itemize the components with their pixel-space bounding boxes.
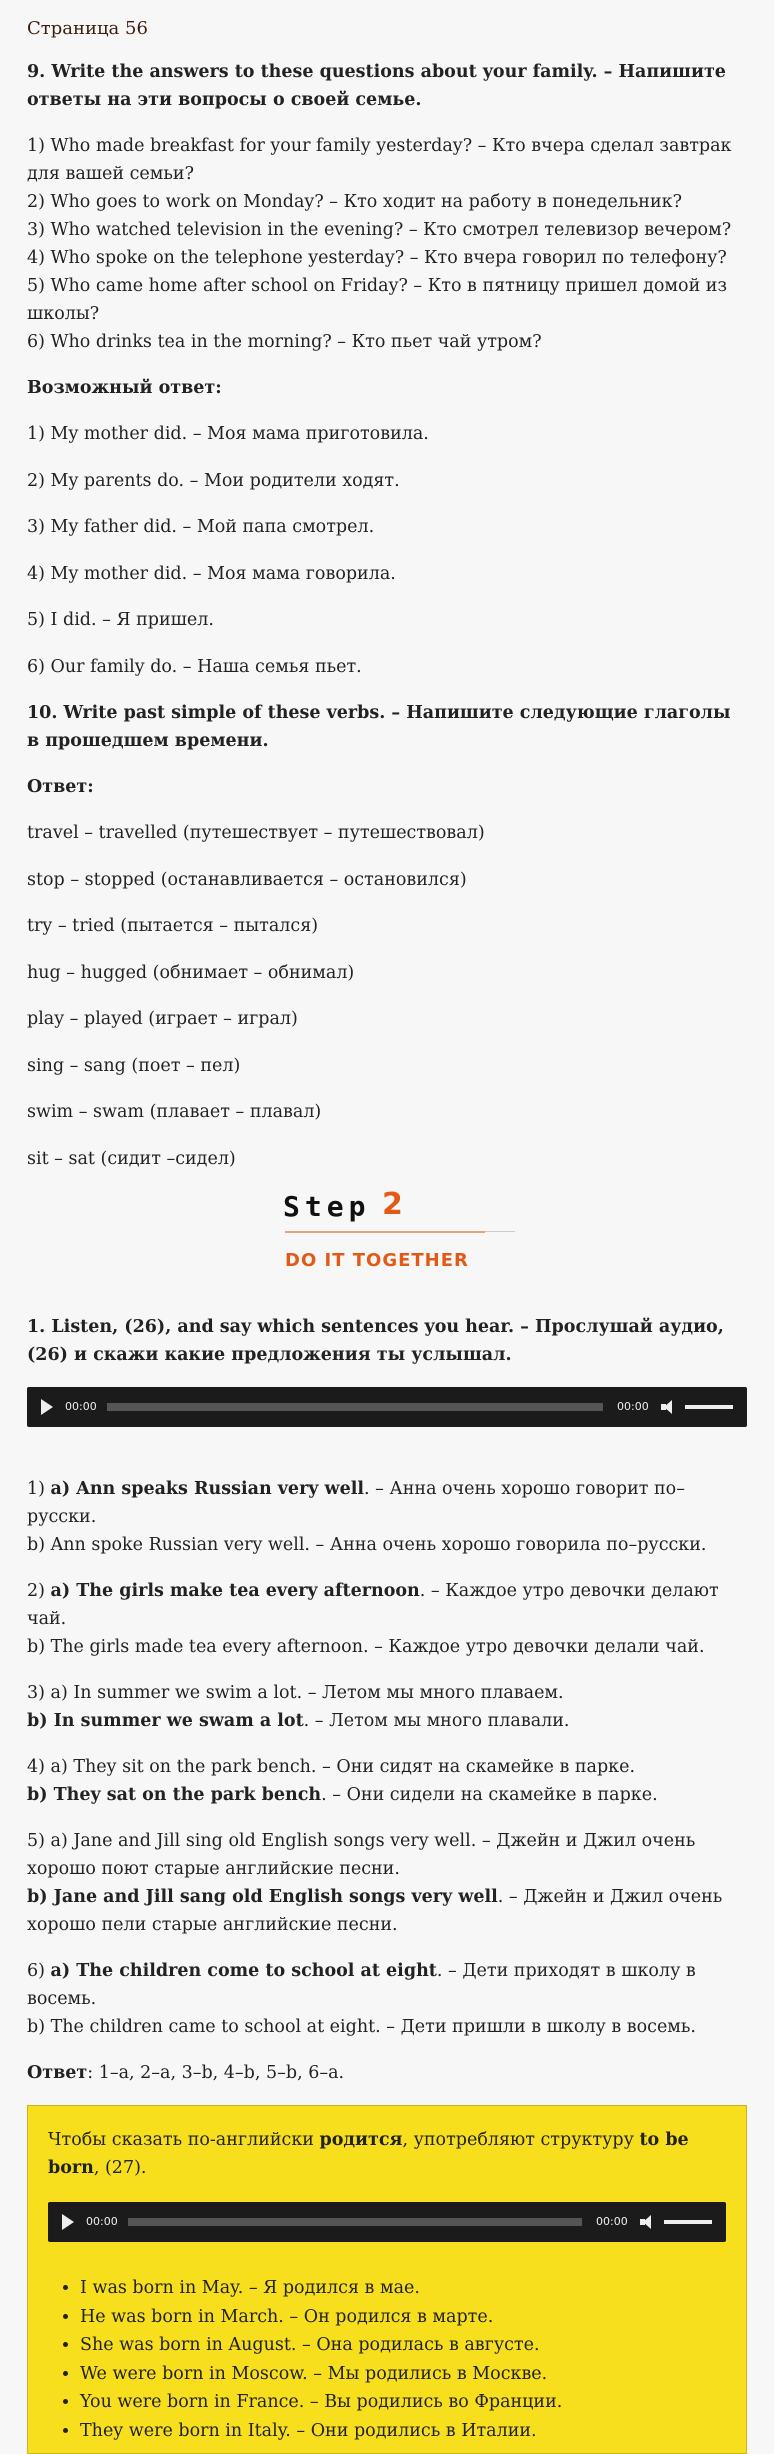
step-subtitle: DO IT TOGETHER	[285, 1250, 469, 1271]
answer-item: 2) My parents do. – Мои родители ходят.	[27, 470, 400, 491]
exercise-9-answer-heading: Возможный ответ:	[27, 378, 222, 398]
exercise-1-item: 6) a) The children come to school at eight. – Дети приходят в школу в восемь. b) The children came to school at eight. – Дети пришли в школу в восемь.	[27, 1961, 696, 2037]
step-divider	[285, 1231, 485, 1233]
question-item: 1) Who made breakfast for your family yesterday? – Кто вчера сделал завтрак для вашей семьи?	[27, 136, 732, 184]
list-item: • He was born in March. – Он родился в марте.	[80, 2303, 726, 2332]
step-number: 2	[382, 1187, 403, 1222]
question-item: 6) Who drinks tea in the morning? – Кто пьет чай утром?	[27, 332, 542, 352]
volume-icon[interactable]	[640, 2215, 654, 2229]
exercise-10-answer-heading: Ответ:	[27, 777, 94, 797]
verb-item: play – played (играет – играл)	[27, 1009, 298, 1029]
verb-item: try – tried (пытается – пытался)	[27, 916, 319, 936]
answer-item: 3) My father did. – Мой папа смотрел.	[27, 517, 375, 537]
exercise-10-title: 10. Write past simple of these verbs. – Напишите следующие глаголы в прошедшем времени.	[27, 703, 731, 751]
list-item: • We were born in Moscow. – Мы родились в Москве.	[80, 2360, 726, 2389]
volume-slider[interactable]	[685, 1405, 733, 1409]
answer-item: 6) Our family do. – Наша семья пьет.	[27, 656, 362, 677]
exercise-1-item: 4) a) They sit on the park bench. – Они сидят на скамейке в парке. b) They sat on the park bench. – Они сидели на скамейке в парке.	[27, 1757, 658, 1805]
verb-item: sing – sang (поет – пел)	[27, 1055, 241, 1076]
answer-item: 5) I did. – Я пришел.	[27, 610, 214, 630]
step-word: Step	[283, 1190, 371, 1223]
answer-item: 4) My mother did. – Моя мама говорила.	[27, 563, 396, 584]
play-icon[interactable]	[62, 2214, 74, 2230]
list-item: • She was born in August. – Она родилась в августе.	[80, 2331, 726, 2360]
exercise-1-title: 1. Listen, (26), and say which sentences you hear. – Прослушай аудио, (26) и скажи какие предложения ты услышал.	[27, 1317, 724, 1365]
exercise-1-answer: Ответ: 1–a, 2–a, 3–b, 4–b, 5–b, 6–a.	[27, 2063, 345, 2083]
exercise-9-title: 9. Write the answers to these questions about your family. – Напишите ответы на эти вопросы о своей семье.	[27, 62, 726, 110]
example-list	[48, 2274, 726, 2445]
list-item: • I was born in May. – Я родился в мае.	[80, 2274, 726, 2303]
step-header-image	[27, 1187, 747, 1301]
question-item: 2) Who goes to work on Monday? – Кто ходит на работу в понедельник?	[27, 192, 682, 212]
audio-progress-bar[interactable]	[107, 1403, 603, 1411]
question-item: 4) Who spoke on the telephone yesterday? – Кто вчера говорил по телефону?	[27, 248, 727, 268]
volume-icon[interactable]	[661, 1400, 675, 1414]
verb-item: hug – hugged (обнимает – обнимал)	[27, 962, 355, 983]
exercise-1-item: 5) a) Jane and Jill sing old English songs very well. – Джейн и Джил очень хорошо поют старые английские песни. b) Jane and Jill sang old English songs very well. – Джейн и Джил очень хорошо пели старые английские песни.	[27, 1831, 723, 1935]
verb-item: travel – travelled (путешествует – путешествовал)	[27, 823, 485, 843]
exercise-1-item: 3) a) In summer we swim a lot. – Летом мы много плаваем. b) In summer we swam a lot. – Летом мы много плавали.	[27, 1683, 570, 1731]
note-text: Чтобы сказать по-английски родится, употребляют структуру to be born, (27).	[48, 2130, 689, 2178]
page-label: Страница 56	[27, 18, 148, 39]
duration-time: 00:00	[617, 1400, 649, 1413]
note-box	[27, 2105, 747, 2454]
verb-item: stop – stopped (останавливается – остановился)	[27, 869, 467, 890]
volume-slider[interactable]	[664, 2220, 712, 2224]
answer-item: 1) My mother did. – Моя мама приготовила.	[27, 424, 429, 444]
verb-item: swim – swam (плавает – плавал)	[27, 1102, 322, 1122]
list-item: • They were born in Italy. – Они родились в Италии.	[80, 2417, 726, 2446]
exercise-1-item: 1) a) Ann speaks Russian very well. – Анна очень хорошо говорит по–русски. b) Ann spoke Russian very well. – Анна очень хорошо говорила по–русски.	[27, 1479, 707, 1555]
question-item: 5) Who came home after school on Friday? – Кто в пятницу пришел домой из школы?	[27, 276, 728, 324]
exercise-1-item: 2) a) The girls make tea every afternoon. – Каждое утро девочки делают чай. b) The girls made tea every afternoon. – Каждое утро девочки делали чай.	[27, 1581, 719, 1657]
verb-item: sit – sat (сидит –сидел)	[27, 1148, 236, 1169]
exercise-9-questions	[27, 132, 747, 356]
duration-time: 00:00	[596, 2215, 628, 2228]
page-content	[27, 0, 747, 2454]
audio-player	[27, 1387, 747, 1427]
audio-player	[48, 2202, 726, 2242]
current-time: 00:00	[65, 1400, 97, 1413]
step-divider	[485, 1231, 515, 1232]
question-item: 3) Who watched television in the evening? – Кто смотрел телевизор вечером?	[27, 220, 732, 240]
list-item: • You were born in France. – Вы родились во Франции.	[80, 2388, 726, 2417]
play-icon[interactable]	[41, 1399, 53, 1415]
current-time: 00:00	[86, 2215, 118, 2228]
audio-progress-bar[interactable]	[128, 2218, 582, 2226]
